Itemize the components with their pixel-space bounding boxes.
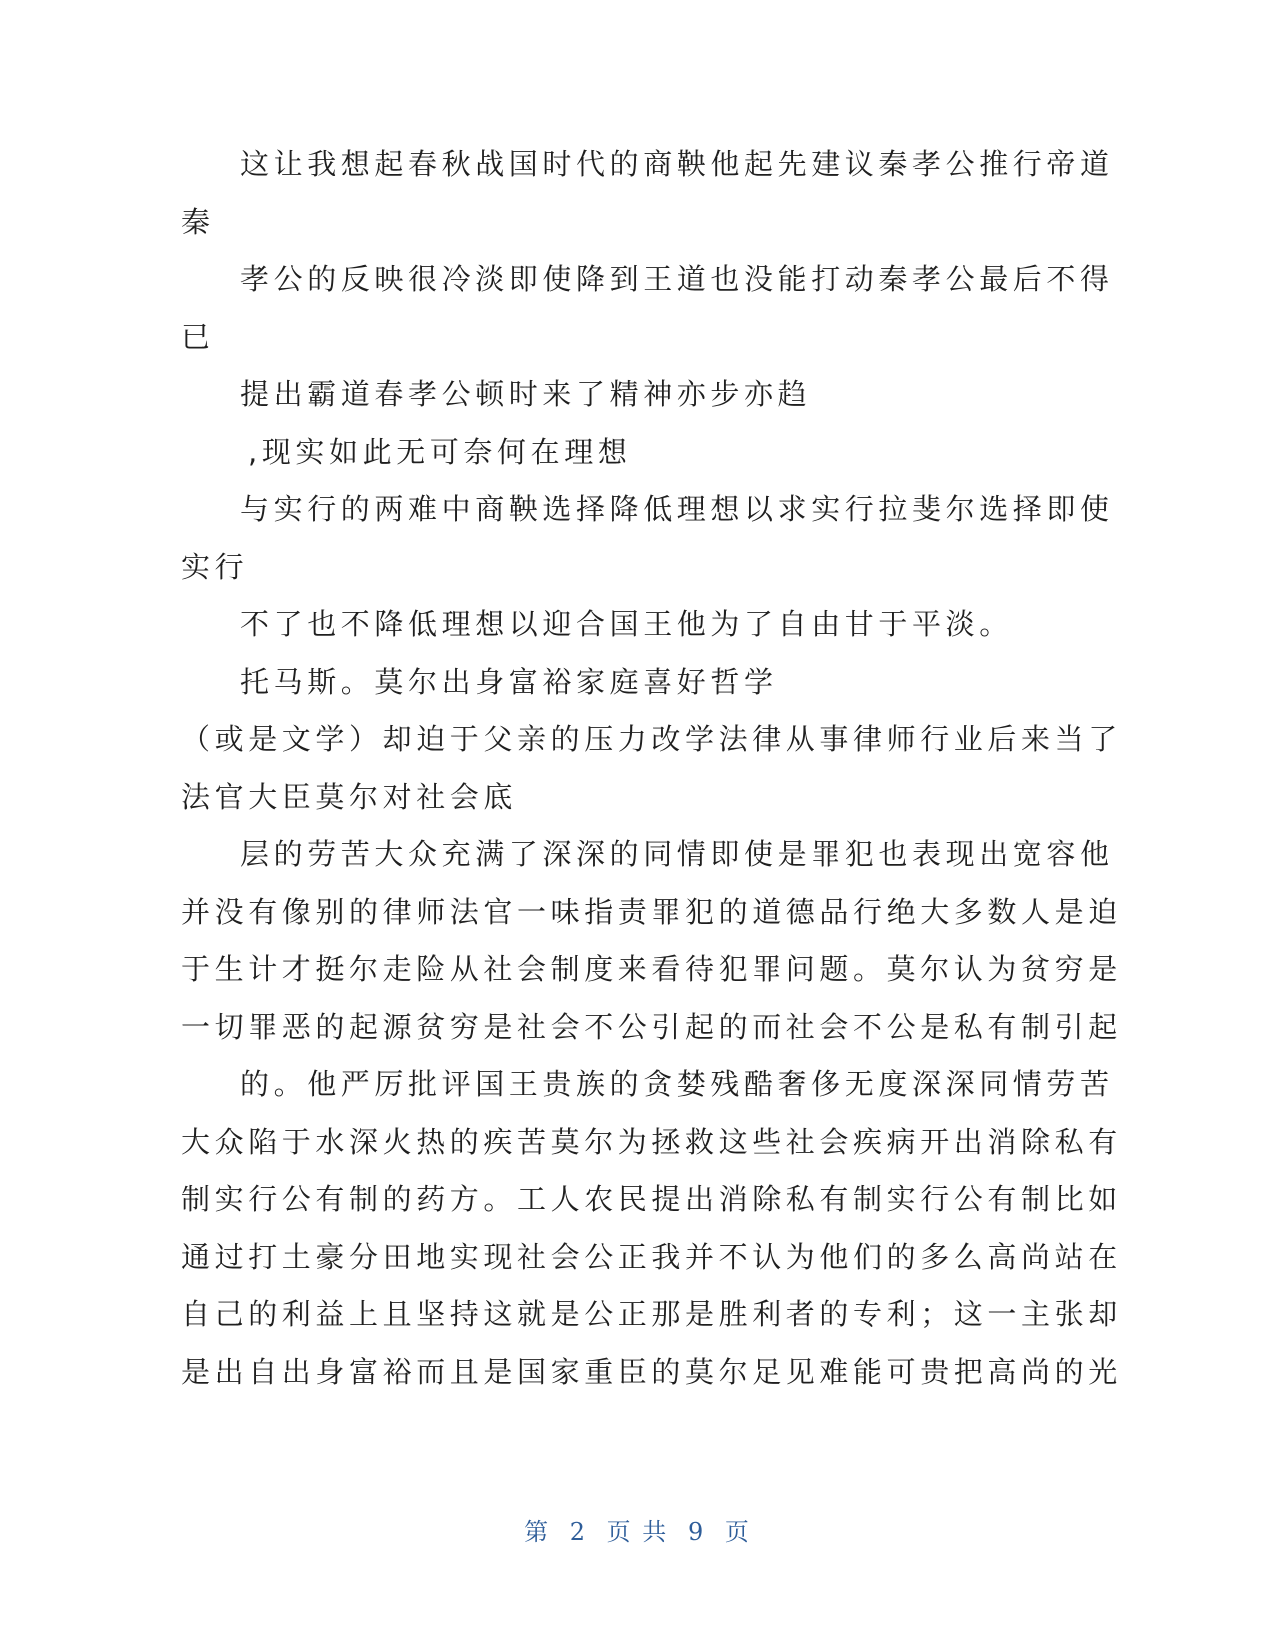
footer-prefix: 第: [524, 1518, 551, 1546]
text-line: 托马斯。莫尔出身富裕家庭喜好哲学: [240, 665, 778, 699]
footer-suffix: 页: [724, 1518, 751, 1546]
page-footer: [0, 1512, 1275, 1547]
text-line: 的。他严厉批评国王贵族的贪婪残酷奢侈无度深深同情劳苦: [240, 1067, 1114, 1101]
text-line: 自己的利益上且坚持这就是公正那是胜利者的专利；这一主张却: [181, 1297, 1122, 1331]
footer-page-number: 2: [569, 1518, 588, 1546]
text-line: 层的劳苦大众充满了深深的同情即使是罪犯也表现出宽容他: [240, 837, 1114, 871]
text-line: 孝公的反映很冷淡即使降到王道也没能打动秦孝公最后不得: [240, 262, 1114, 296]
footer-middle: 页 共: [606, 1518, 669, 1546]
text-line: 一切罪恶的起源贫穷是社会不公引起的而社会不公是私有制引起: [181, 1010, 1122, 1044]
text-line: 已: [181, 320, 215, 354]
text-line: （或是文学）却迫于父亲的压力改学法律从事律师行业后来当了: [181, 722, 1122, 756]
text-line: 秦: [181, 205, 215, 239]
text-line: 制实行公有制的药方。工人农民提出消除私有制实行公有制比如: [181, 1182, 1122, 1216]
text-line: 于生计才挺尔走险从社会制度来看待犯罪问题。莫尔认为贫穷是: [181, 952, 1122, 986]
text-line: 实行: [181, 550, 249, 584]
text-line: 这让我想起春秋战国时代的商鞅他起先建议秦孝公推行帝道: [240, 147, 1114, 181]
text-line: 大众陷于水深火热的疾苦莫尔为拯救这些社会疾病开出消除私有: [181, 1125, 1122, 1159]
text-line: 提出霸道春孝公顿时来了精神亦步亦趋: [240, 377, 812, 411]
footer-total-pages: 9: [687, 1518, 706, 1546]
text-line: 通过打土豪分田地实现社会公正我并不认为他们的多么高尚站在: [181, 1240, 1122, 1274]
text-line: 与实行的两难中商鞅选择降低理想以求实行拉斐尔选择即使: [240, 492, 1114, 526]
text-line: 是出自出身富裕而且是国家重臣的莫尔足见难能可贵把高尚的光: [181, 1355, 1122, 1389]
text-line: 并没有像别的律师法官一味指责罪犯的道德品行绝大多数人是迫: [181, 895, 1122, 929]
text-line: 法官大臣莫尔对社会底: [181, 780, 518, 814]
text-line: ,现实如此无可奈何在理想: [248, 435, 632, 469]
text-line: 不了也不降低理想以迎合国王他为了自由甘于平淡。: [240, 607, 1013, 641]
